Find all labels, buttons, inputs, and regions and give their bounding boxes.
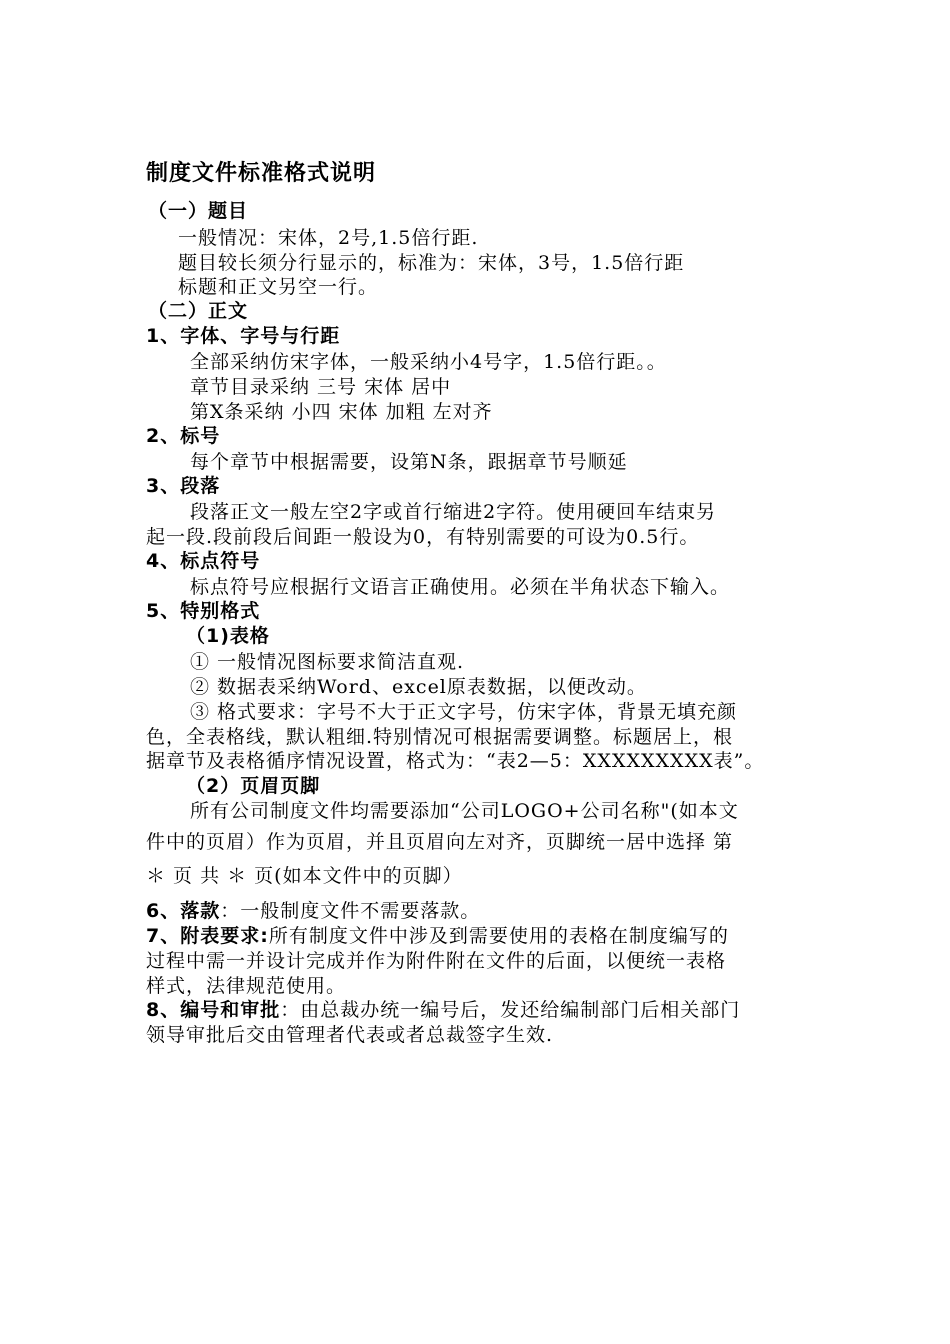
item-1-heading: 1、字体、字号与行距: [146, 325, 341, 347]
body-line: ③ 格式要求：字号不大于正文字号，仿宋字体，背景无填充颜: [190, 701, 738, 723]
section-2-heading: （二）正文: [148, 300, 249, 322]
item-8-line: [146, 998, 740, 1022]
item-5-heading: 5、特别格式: [146, 600, 261, 622]
document-title: 制度文件标准格式说明: [146, 161, 377, 186]
section-1-heading: （一）题目: [148, 200, 249, 222]
item-6-label: 6、落款: [146, 900, 221, 922]
item-6-text: ：一般制度文件不需要落款。: [220, 900, 481, 922]
subsection-table-heading: （1)表格: [186, 625, 270, 647]
body-line: 起一段.段前段后间距一般设为0，有特别需要的可设为0.5行。: [146, 526, 700, 548]
body-line: 每个章节中根据需要，设第N条，跟据章节号顺延: [190, 451, 628, 473]
body-line: ② 数据表采纳Word、excel原表数据，以便改动。: [190, 676, 647, 698]
item-4-heading: 4、标点符号: [146, 550, 261, 572]
item-7-line: [146, 924, 729, 948]
body-line: 标题和正文另空一行。: [178, 276, 379, 298]
body-line: 全部采纳仿宋字体，一般采纳小4号字，1.5倍行距。。: [190, 351, 667, 373]
item-8-label: 8、编号和审批: [146, 999, 281, 1021]
body-line: 据章节及表格循序情况设置，格式为：“表2—5：XXXXXXXXX表”。: [146, 750, 765, 772]
item-7-text: 所有制度文件中涉及到需要使用的表格在制度编写的: [268, 925, 729, 947]
body-line: 章节目录采纳 三号 宋体 居中: [190, 376, 452, 398]
body-line: 所有公司制度文件均需要添加“公司LOGO+公司名称"(如本文: [190, 800, 739, 822]
body-line: 第X条采纳 小四 宋体 加粗 左对齐: [190, 401, 493, 423]
item-7-label: 7、附表要求:: [146, 925, 269, 947]
body-line: 段落正文一般左空2字或首行缩进2字符。使用硬回车结束另: [190, 501, 717, 523]
body-line: 色，全表格线，默认粗细.特别情况可根据需要调整。标题居上，根: [146, 726, 734, 748]
item-2-heading: 2、标号: [146, 425, 221, 447]
body-line: 题目较长须分行显示的，标准为：宋体，3号，1.5倍行距: [178, 252, 685, 274]
body-line: ① 一般情况图标要求简洁直观.: [190, 651, 465, 673]
body-line: 标点符号应根据行文语言正确使用。必须在半角状态下输入。: [190, 576, 731, 598]
body-line: 样式，法律规范使用。: [146, 975, 347, 997]
body-line: 领导审批后交由管理者代表或者总裁签字生效.: [146, 1024, 554, 1046]
subsection-header-footer-heading: （2）页眉页脚: [186, 775, 321, 797]
body-line: 件中的页眉）作为页眉，并且页眉向左对齐，页脚统一居中选择 第: [146, 831, 734, 853]
item-3-heading: 3、段落: [146, 475, 221, 497]
item-6-line: [146, 899, 480, 923]
body-line: ＊ 页 共 ＊ 页(如本文件中的页脚）: [146, 865, 463, 887]
body-line: 一般情况：宋体，2号,1.5倍行距.: [178, 227, 479, 249]
item-8-text: ：由总裁办统一编号后，发还给编制部门后相关部门: [280, 999, 741, 1021]
body-line: 过程中需一并设计完成并作为附件附在文件的后面，以便统一表格: [146, 950, 727, 972]
